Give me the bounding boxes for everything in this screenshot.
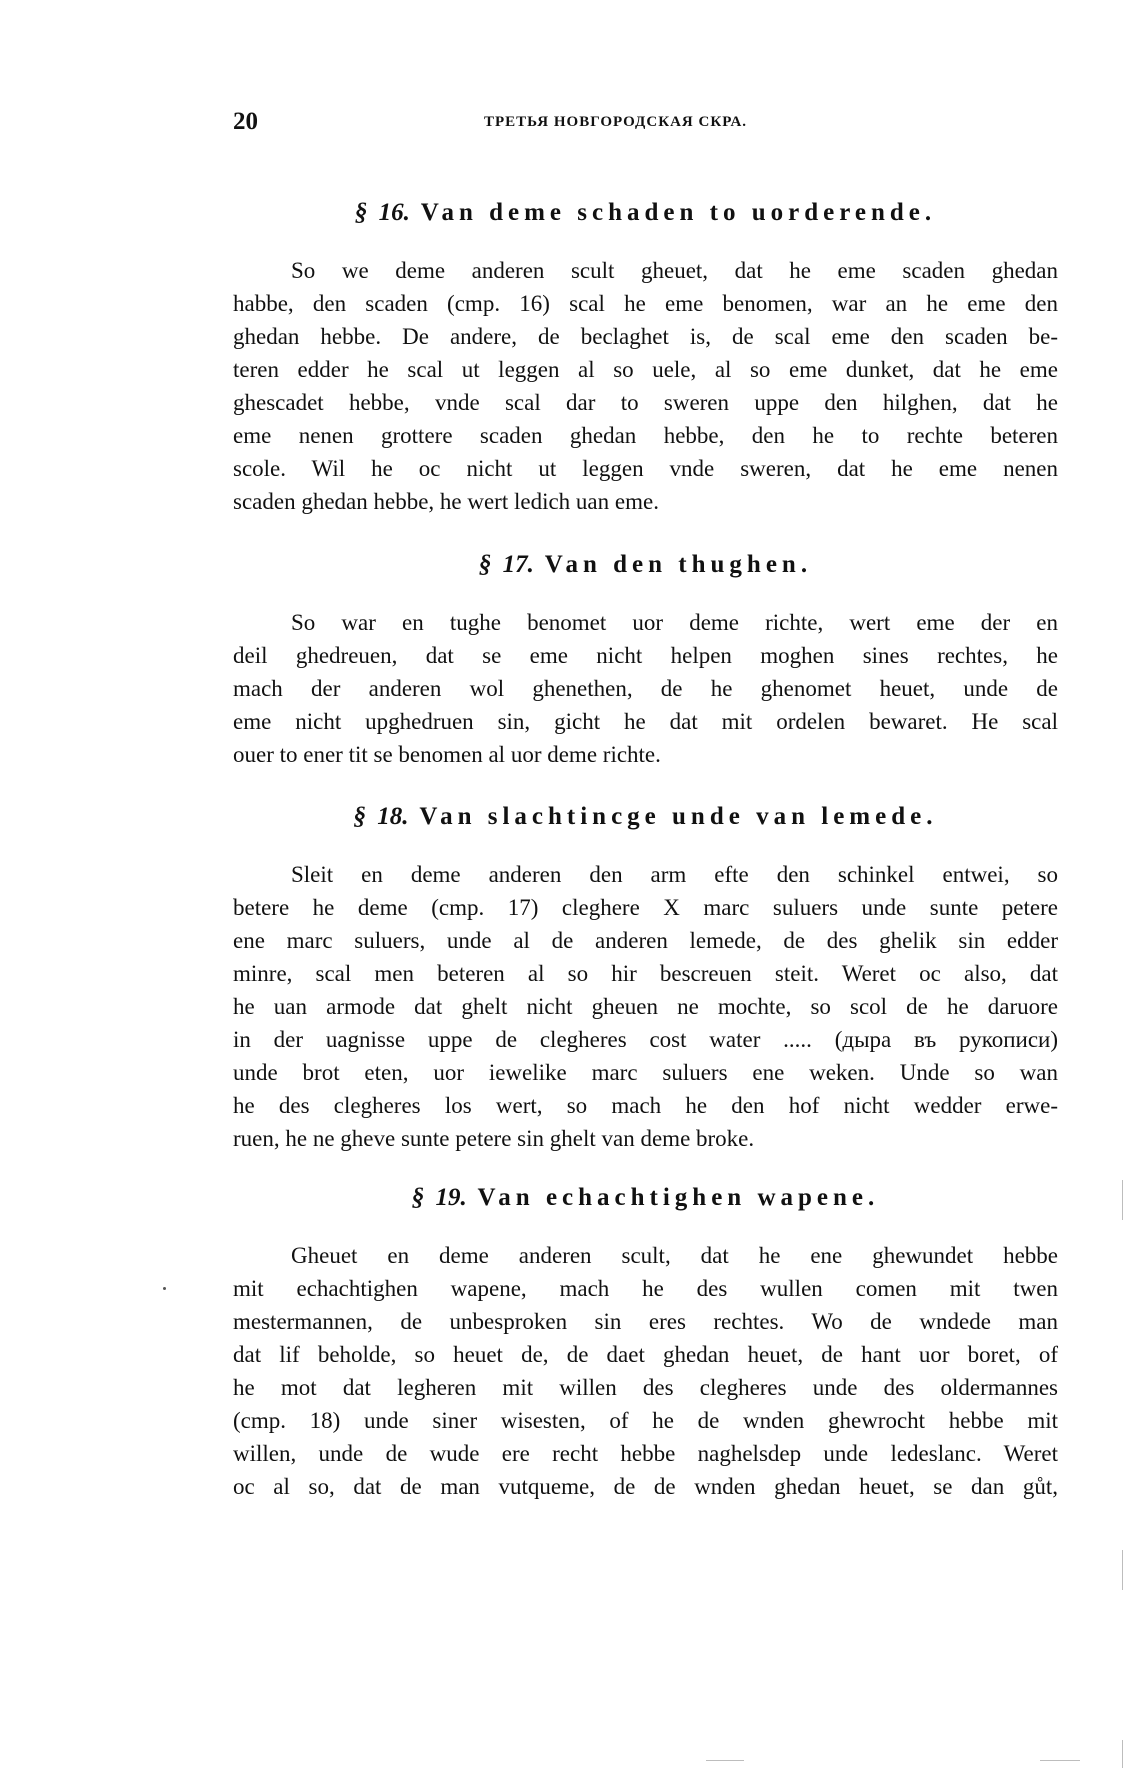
text-line: So we deme anderen scult gheuet, dat he eme scaden ghedan [291, 258, 1058, 283]
section-19 [233, 1183, 1058, 1503]
text-line: scole. Wil he oc nicht ut leggen vnde sweren, dat he eme nenen [233, 456, 1058, 481]
section-sign: § [478, 551, 492, 578]
section-heading [233, 1183, 1058, 1213]
section-18 [233, 802, 1058, 1155]
text-line: he uan armode dat ghelt nicht gheuen ne mochte, so scol de he daruore [233, 994, 1058, 1019]
section-number: 16. [378, 199, 410, 226]
page-number: 20 [233, 108, 258, 135]
scan-edge-mark [1122, 1550, 1123, 1590]
scan-edge-mark [706, 1760, 744, 1761]
scan-edge-mark [1040, 1760, 1080, 1761]
text-line: willen, unde de wude ere recht hebbe naghelsdep unde ledeslanc. Weret [233, 1441, 1058, 1466]
text-line: teren edder he scal ut leggen al so uele, al so eme dunket, dat he eme [233, 357, 1058, 382]
text-line: mach der anderen wol ghenethen, de he ghenomet heuet, unde de [233, 676, 1058, 701]
text-line: oc al so, dat de man vutqueme, de de wnden ghedan heuet, se dan gůt, [233, 1474, 1058, 1499]
section-16 [233, 198, 1058, 518]
section-sign: § [353, 803, 367, 830]
section-title: Van slachtincge unde van lemede. [419, 803, 938, 830]
section-sign: § [411, 1184, 425, 1211]
scan-edge-mark [1122, 1740, 1123, 1768]
section-heading [233, 550, 1058, 580]
scan-edge-mark [1122, 1180, 1123, 1220]
text-line: ouer to ener tit se benomen al uor deme richte. [233, 742, 661, 767]
section-sign: § [354, 199, 368, 226]
text-line: eme nenen grottere scaden ghedan hebbe, den he to rechte beteren [233, 423, 1058, 448]
running-head [233, 108, 818, 144]
text-line: dat lif beholde, so heuet de, de daet ghedan heuet, de hant uor boret, of [233, 1342, 1058, 1367]
text-line: deil ghedreuen, dat se eme nicht helpen moghen sines rechtes, he [233, 643, 1058, 668]
text-line: mit echachtighen wapene, mach he des wullen comen mit twen [233, 1276, 1058, 1301]
text-line: So war en tughe benomet uor deme richte, wert eme der en [291, 610, 1058, 635]
text-line: mestermannen, de unbesproken sin eres rechtes. Wo de wndede man [233, 1309, 1058, 1334]
section-body [233, 858, 1058, 1155]
text-line: eme nicht upghedruen sin, gicht he dat mit ordelen bewaret. He scal [233, 709, 1058, 734]
section-body [233, 606, 1058, 771]
section-title: Van echachtighen wapene. [477, 1184, 880, 1211]
text-line: scaden ghedan hebbe, he wert ledich uan eme. [233, 489, 659, 514]
text-line: he mot dat legheren mit willen des clegheres unde des oldermannes [233, 1375, 1058, 1400]
section-body [233, 1239, 1058, 1503]
section-title: Van deme schaden to uorderende. [420, 199, 937, 226]
text-line: ghedan hebbe. De andere, de beclaghet is, de scal eme den scaden be- [233, 324, 1058, 349]
text-line: ruen, he ne gheve sunte petere sin ghelt van deme broke. [233, 1126, 755, 1151]
section-body [233, 254, 1058, 518]
text-line: unde brot eten, uor iewelike marc suluers ene weken. Unde so wan [233, 1060, 1058, 1085]
section-number: 19. [435, 1184, 467, 1211]
text-line: (cmp. 18) unde siner wisesten, of he de wnden ghewrocht hebbe mit [233, 1408, 1058, 1433]
text-line: ene marc suluers, unde al de anderen lemede, de des ghelik sin edder [233, 928, 1058, 953]
section-title: Van den thughen. [544, 551, 813, 578]
text-line: in der uagnisse uppe de clegheres cost water ..... (дыра въ рукописи) [233, 1027, 1058, 1052]
text-line: minre, scal men beteren al so hir bescreuen steit. Weret oc also, dat [233, 961, 1058, 986]
section-heading [233, 198, 1058, 228]
section-number: 17. [502, 551, 534, 578]
section-number: 18. [377, 803, 409, 830]
text-line: betere he deme (cmp. 17) cleghere X marc suluers unde sunte petere [233, 895, 1058, 920]
section-heading [233, 802, 1058, 832]
scan-speck [163, 1287, 166, 1290]
running-title: ТРЕТЬЯ НОВГОРОДСКАЯ СКРА. [484, 114, 748, 130]
text-line: he des clegheres los wert, so mach he den hof nicht wedder erwe- [233, 1093, 1058, 1118]
text-line: habbe, den scaden (cmp. 16) scal he eme benomen, war an he eme den [233, 291, 1058, 316]
text-line: ghescadet hebbe, vnde scal dar to sweren uppe den hilghen, dat he [233, 390, 1058, 415]
section-17 [233, 550, 1058, 771]
text-line: Sleit en deme anderen den arm efte den schinkel entwei, so [291, 862, 1058, 887]
text-line: Gheuet en deme anderen scult, dat he ene ghewundet hebbe [291, 1243, 1058, 1268]
